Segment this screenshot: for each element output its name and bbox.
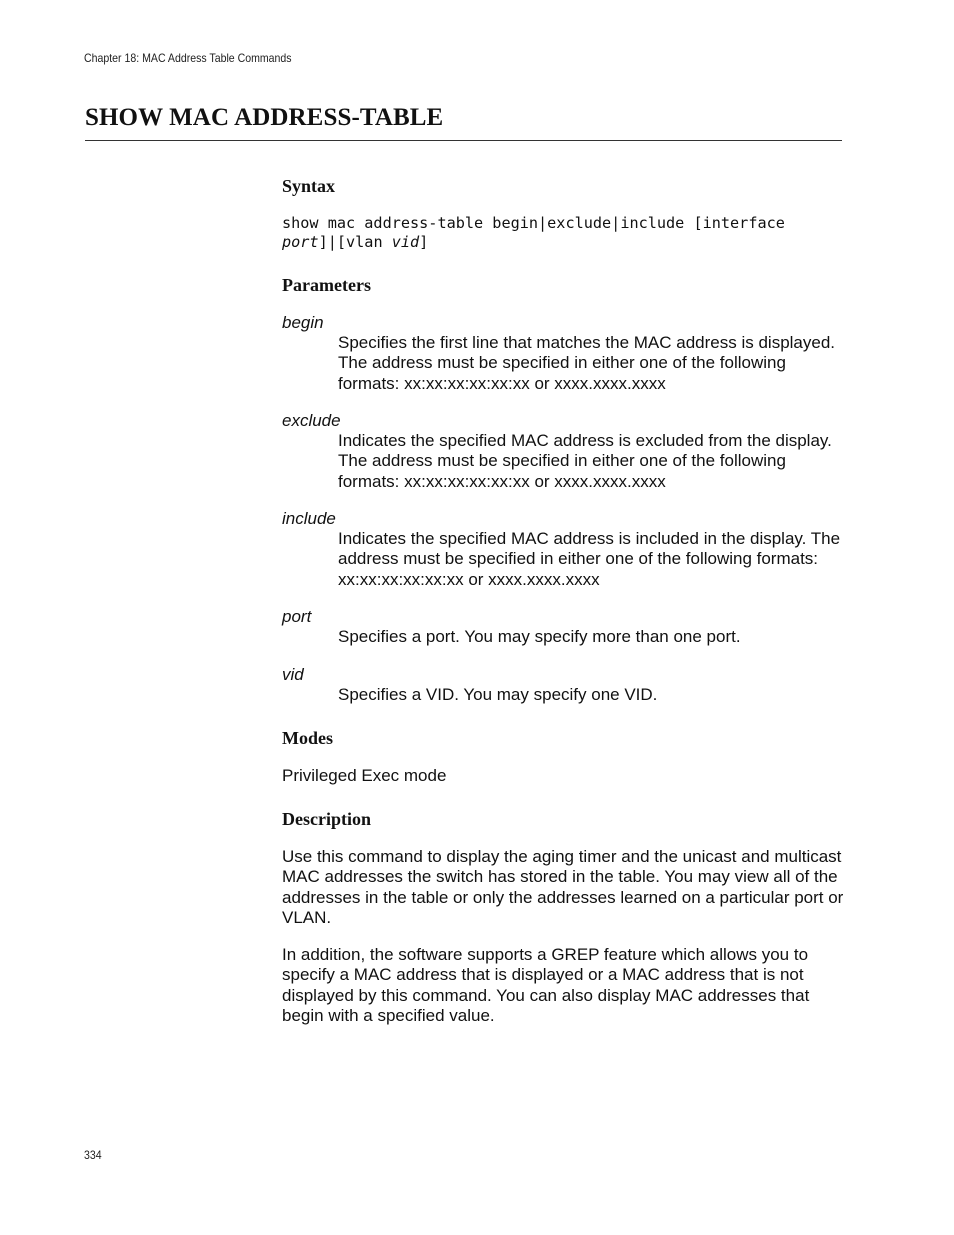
description-paragraph-2 <box>282 945 844 1026</box>
description-line: specify a MAC address that is displayed or a MAC address that is not <box>282 965 804 985</box>
param-desc-line: address must be specified in either one of the following formats: <box>338 549 819 569</box>
syntax-param-port: port <box>282 233 319 251</box>
description-line: In addition, the software supports a GREP feature which allows you to <box>282 945 809 964</box>
param-name-begin: begin <box>282 313 324 332</box>
param-desc-port <box>338 627 844 647</box>
param-desc-line: Indicates the specified MAC address is included in the display. The <box>338 529 841 548</box>
param-desc-line: Indicates the specified MAC address is excluded from the display. <box>338 431 832 450</box>
parameters-heading: Parameters <box>282 275 371 295</box>
syntax-mid: ]|[vlan <box>318 233 392 251</box>
param-desc-line: Specifies the first line that matches the MAC address is displayed. <box>338 333 836 352</box>
syntax-line-2 <box>282 233 428 252</box>
description-line: Use this command to display the aging timer and the unicast and multicast <box>282 847 842 866</box>
param-desc-line: formats: xx:xx:xx:xx:xx:xx or xxxx.xxxx.xxxx <box>338 471 666 491</box>
param-desc-line: The address must be specified in either one of the following <box>338 451 786 471</box>
page-title: SHOW MAC ADDRESS-TABLE <box>85 104 444 131</box>
syntax-param-vid: vid <box>391 233 420 251</box>
modes-heading: Modes <box>282 728 333 748</box>
param-name-exclude: exclude <box>282 411 341 430</box>
description-paragraph-1 <box>282 847 844 928</box>
param-desc-line: Specifies a VID. You may specify one VID. <box>338 685 658 704</box>
param-desc-include <box>338 529 844 590</box>
description-line: begin with a specified value. <box>282 1005 495 1025</box>
title-rule <box>85 140 842 141</box>
param-desc-line: The address must be specified in either one of the following <box>338 353 786 373</box>
modes-text <box>282 766 844 786</box>
description-heading: Description <box>282 809 371 829</box>
page-number: 334 <box>84 1148 102 1162</box>
running-header: Chapter 18: MAC Address Table Commands <box>84 51 292 65</box>
param-name-vid: vid <box>282 665 304 684</box>
param-desc-line: Specifies a port. You may specify more than one port. <box>338 627 741 646</box>
description-line: addresses in the table or only the addresses learned on a particular port or <box>282 887 844 907</box>
param-desc-vid <box>338 685 844 705</box>
param-desc-exclude <box>338 431 844 492</box>
description-line: MAC addresses the switch has stored in the table. You may view all of the <box>282 867 838 887</box>
param-name-include: include <box>282 509 336 528</box>
param-name-port: port <box>282 607 312 626</box>
syntax-heading: Syntax <box>282 176 336 196</box>
param-desc-begin <box>338 333 844 394</box>
description-line: displayed by this command. You can also display MAC addresses that <box>282 985 810 1005</box>
description-line: VLAN. <box>282 907 332 927</box>
param-desc-line: xx:xx:xx:xx:xx:xx or xxxx.xxxx.xxxx <box>338 569 600 589</box>
modes-line: Privileged Exec mode <box>282 766 447 785</box>
param-desc-line: formats: xx:xx:xx:xx:xx:xx or xxxx.xxxx.xxxx <box>338 373 666 393</box>
syntax-line-1: show mac address-table begin|exclude|include [interface <box>282 214 785 232</box>
syntax-end: ] <box>419 233 429 251</box>
